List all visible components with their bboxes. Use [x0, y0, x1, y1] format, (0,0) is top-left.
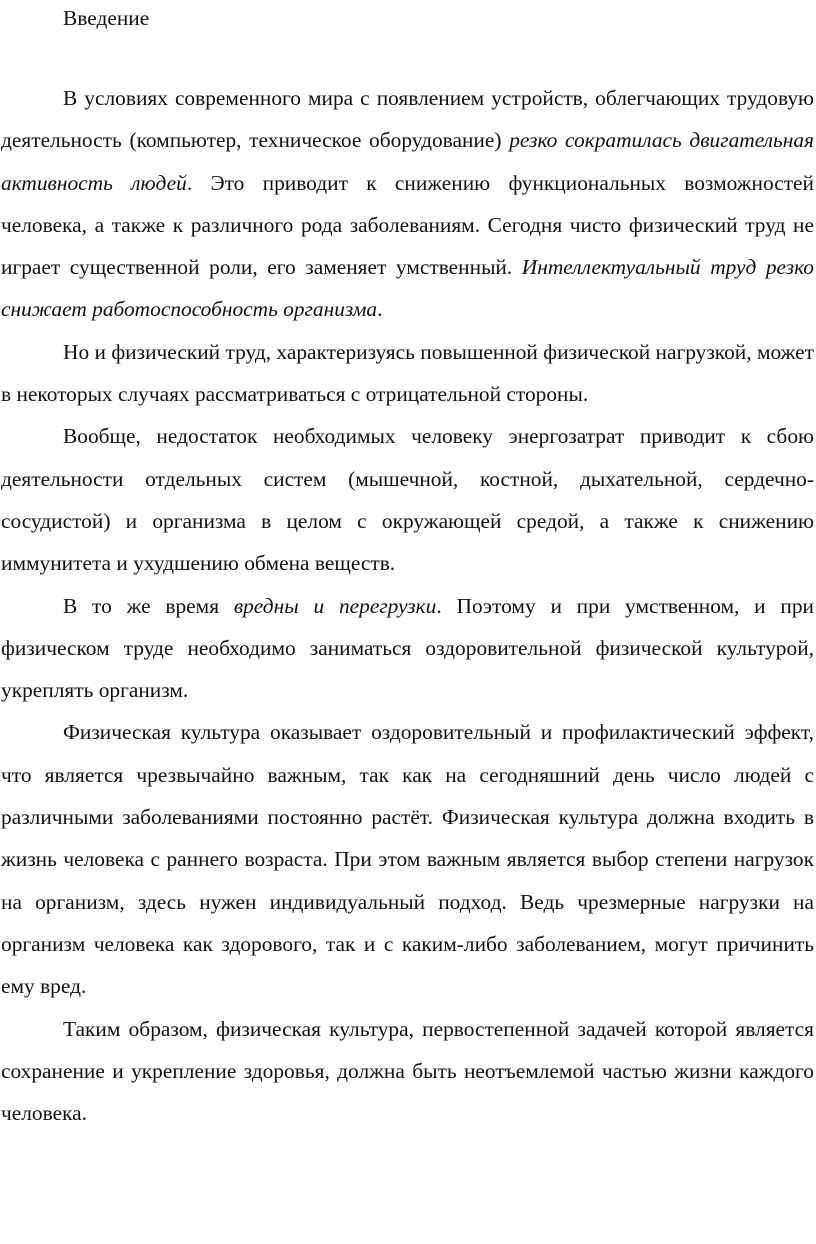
paragraph-1-part-3: . Это приводит к снижению функциональных возможностей человека, а также к различного рода заболеваниям. Сегодня чисто физический труд не играет существенной роли, его заменяет умственный.	[1, 170, 815, 280]
paragraph-1-italic-1: резко сократилась двигательная активность людей	[1, 128, 814, 195]
paragraph-6	[1, 1008, 814, 1135]
document-title: Введение	[63, 6, 150, 30]
paragraph-3	[1, 415, 814, 584]
paragraph-4-italic-1: вредны и перегрузки	[233, 593, 437, 618]
paragraph-2	[1, 331, 814, 416]
paragraph-1-part-1: В условиях современного мира с появлением устройств, облегчающих трудовую деятельность (компьютер, техническое оборудование)	[1, 86, 814, 153]
paragraph-3-part-1: Вообще, недостаток необходимых человеку энергозатрат приводит к сбою деятельности отдельных систем (мышечной, костной, дыхательной, сердечно-сосудистой) и организма в целом с окружающей средой, а также к снижению иммунитета и ухудшению обмена веществ.	[1, 424, 814, 576]
paragraph-6-part-1: Таким образом, физическая культура, первостепенной задачей которой является сохранение и укрепление здоровья, должна быть неотъемлемой частью жизни каждого человека.	[1, 1016, 814, 1126]
title-spacer	[1, 36, 814, 77]
paragraph-1-italic-2: Интеллектуальный труд резко снижает работоспособность организма	[1, 255, 814, 322]
paragraph-1	[1, 77, 814, 331]
paragraph-1-part-5: .	[377, 297, 383, 322]
paragraph-4-part-1: В то же время	[63, 593, 234, 618]
paragraph-4	[1, 585, 814, 712]
paragraph-5	[1, 711, 814, 1007]
paragraph-4-part-3: . Поэтому и при умственном, и при физическом труде необходимо заниматься оздоровительной физической культурой, укреплять организм.	[1, 593, 814, 703]
paragraph-2-part-1: Но и физический труд, характеризуясь повышенной физической нагрузкой, может в некоторых случаях рассматриваться с отрицательной стороны.	[1, 339, 814, 407]
paragraph-5-part-1: Физическая культура оказывает оздоровительный и профилактический эффект, что является чрезвычайно важным, так как на сегодняшний день число людей с различными заболеваниями постоянно растёт. Физическая культура должна входить в жизнь человека с раннего возраста. При этом важным является выбор степени нагрузок на организм, здесь нужен индивидуальный подход. Ведь чрезмерные нагрузки на организм человека как здорового, так и с каким-либо заболеванием, могут причинить ему вред.	[1, 720, 814, 999]
